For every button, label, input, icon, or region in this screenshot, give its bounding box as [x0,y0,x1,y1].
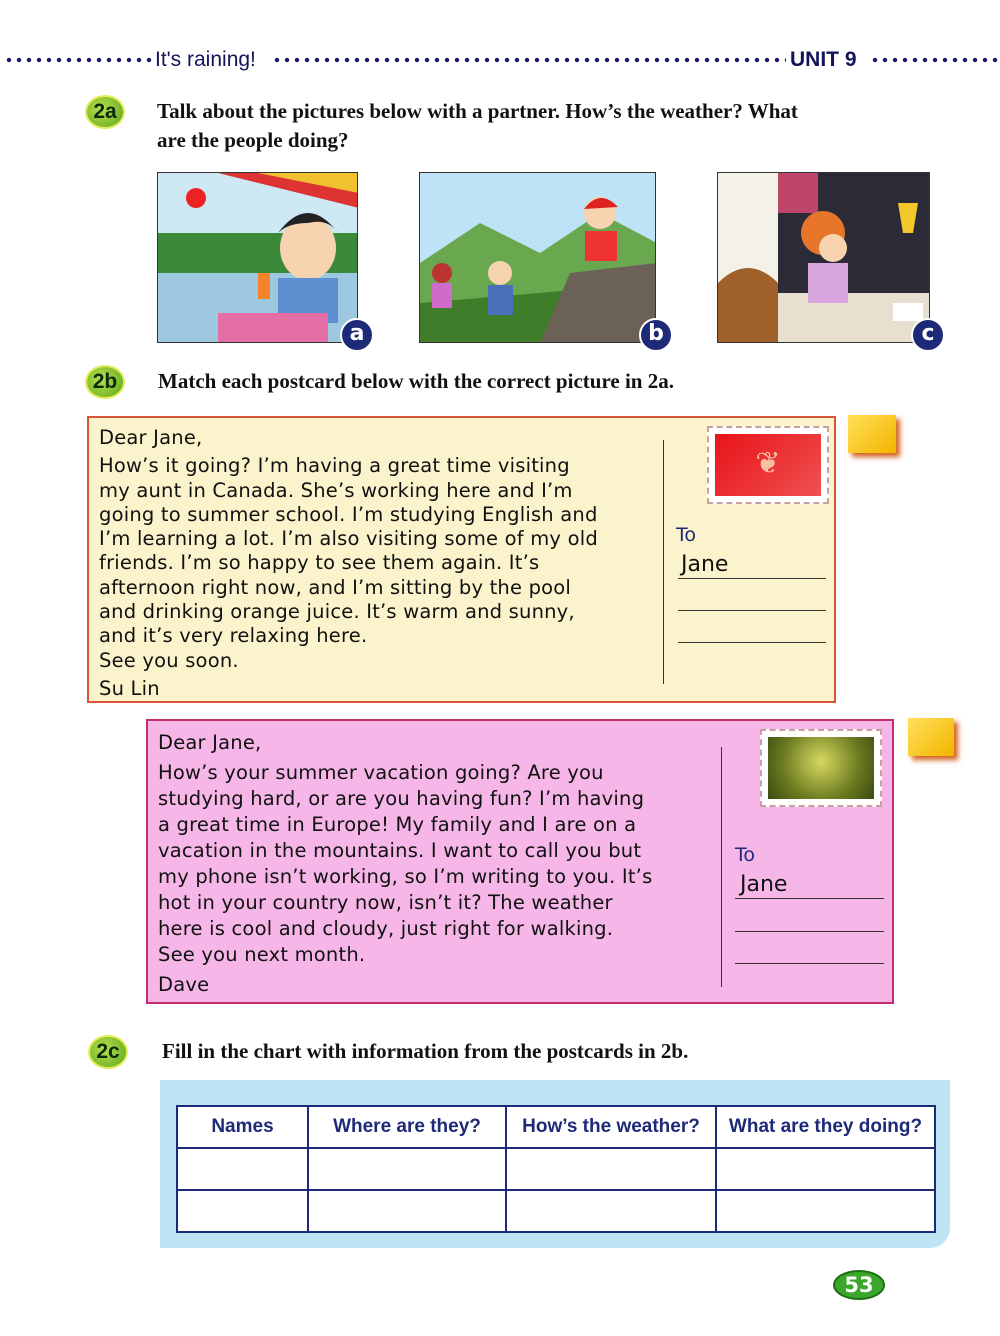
answer-box-2[interactable] [908,718,954,756]
chart-cell[interactable] [177,1190,308,1232]
message-line: afternoon right now, and I’m sitting by the pool [99,575,572,599]
chart-cell[interactable] [177,1148,308,1190]
address-line [735,931,884,932]
chart-cell[interactable] [308,1148,506,1190]
message-line: a great time in Europe! My family and I are on a [158,813,637,836]
message-line: Dear Jane, [99,426,203,449]
woman-by-pool-picture [157,172,358,343]
message-line: here is cool and cloudy, just right for walking. [158,917,614,940]
picture-label-c: c [911,318,945,352]
instruction-line: Talk about the pictures below with a partner. How’s the weather? What [157,99,798,123]
hiking-mountains-picture [419,172,656,343]
message-line: See you next month. [158,943,366,966]
header-dots [272,52,786,68]
column-header-weather: How’s the weather? [506,1106,716,1148]
postcard-su-lin [87,416,836,703]
page-number: 53 [833,1270,885,1300]
message-line: See you soon. [99,648,239,672]
header-dots [870,52,1000,68]
picture-label-b: b [639,318,673,352]
address-line [735,963,884,964]
column-header-doing: What are they doing? [716,1106,935,1148]
table-row [177,1190,935,1232]
header-title: It's raining! [155,48,256,71]
message-line: Dear Jane, [158,731,262,754]
table-row [177,1148,935,1190]
message-line: vacation in the mountains. I want to call you but [158,839,642,862]
message-line: hot in your country now, isn’t it? The weather [158,891,613,914]
unit-label: UNIT 9 [790,48,857,71]
message-line: Dave [158,973,210,996]
chart-cell[interactable] [506,1148,716,1190]
info-chart [176,1105,936,1233]
girl-writing-at-night-picture [717,172,930,343]
address-line [678,642,826,643]
section-badge-2c: 2c [88,1035,128,1069]
message-line: my aunt in Canada. She’s working here and I’m [99,478,573,502]
section-badge-2a: 2a [85,95,125,129]
answer-box-1[interactable] [848,415,896,453]
to-name: Jane [740,872,788,897]
address-line [678,610,826,611]
postcard-message [158,730,652,998]
to-label: To [676,524,697,546]
message-line: my phone isn’t working, so I’m writing to you. It’s [158,865,653,888]
message-line: Su Lin [99,676,160,700]
to-name: Jane [681,552,729,577]
to-label: To [735,844,756,866]
postcard-dave [146,719,894,1004]
address-line [735,898,884,899]
section-badge-2b: 2b [85,365,125,399]
message-line: and drinking orange juice. It’s warm and sunny, [99,600,575,624]
tree-stamp [760,729,882,807]
instruction-2c: Fill in the chart with information from the postcards in 2b. [162,1039,689,1063]
chart-header-row [177,1106,935,1148]
column-header-where: Where are they? [308,1106,506,1148]
postcard-message [99,426,598,701]
canada-stamp: ❦ [707,426,829,504]
chart-cell[interactable] [716,1190,935,1232]
instruction-line: are the people doing? [157,128,349,152]
message-line: How’s your summer vacation going? Are you [158,761,604,784]
message-line: studying hard, or are you having fun? I’m having [158,787,645,810]
postcard-divider [721,747,722,987]
header-dots [4,52,152,68]
column-header-names: Names [177,1106,308,1148]
message-line: How’s it going? I’m having a great time visiting [99,454,570,478]
picture-label-a: a [340,318,374,352]
instruction-2a [157,97,798,155]
message-line: going to summer school. I’m studying English and [99,502,598,526]
chart-cell[interactable] [308,1190,506,1232]
address-line [678,578,826,579]
message-line: and it’s very relaxing here. [99,624,368,648]
message-line: I’m learning a lot. I’m also visiting some of my old [99,527,598,551]
chart-cell[interactable] [716,1148,935,1190]
instruction-2b: Match each postcard below with the correct picture in 2a. [158,369,674,393]
message-line: friends. I’m so happy to see them again. It’s [99,551,540,575]
chart-cell[interactable] [506,1190,716,1232]
postcard-divider [663,440,664,684]
